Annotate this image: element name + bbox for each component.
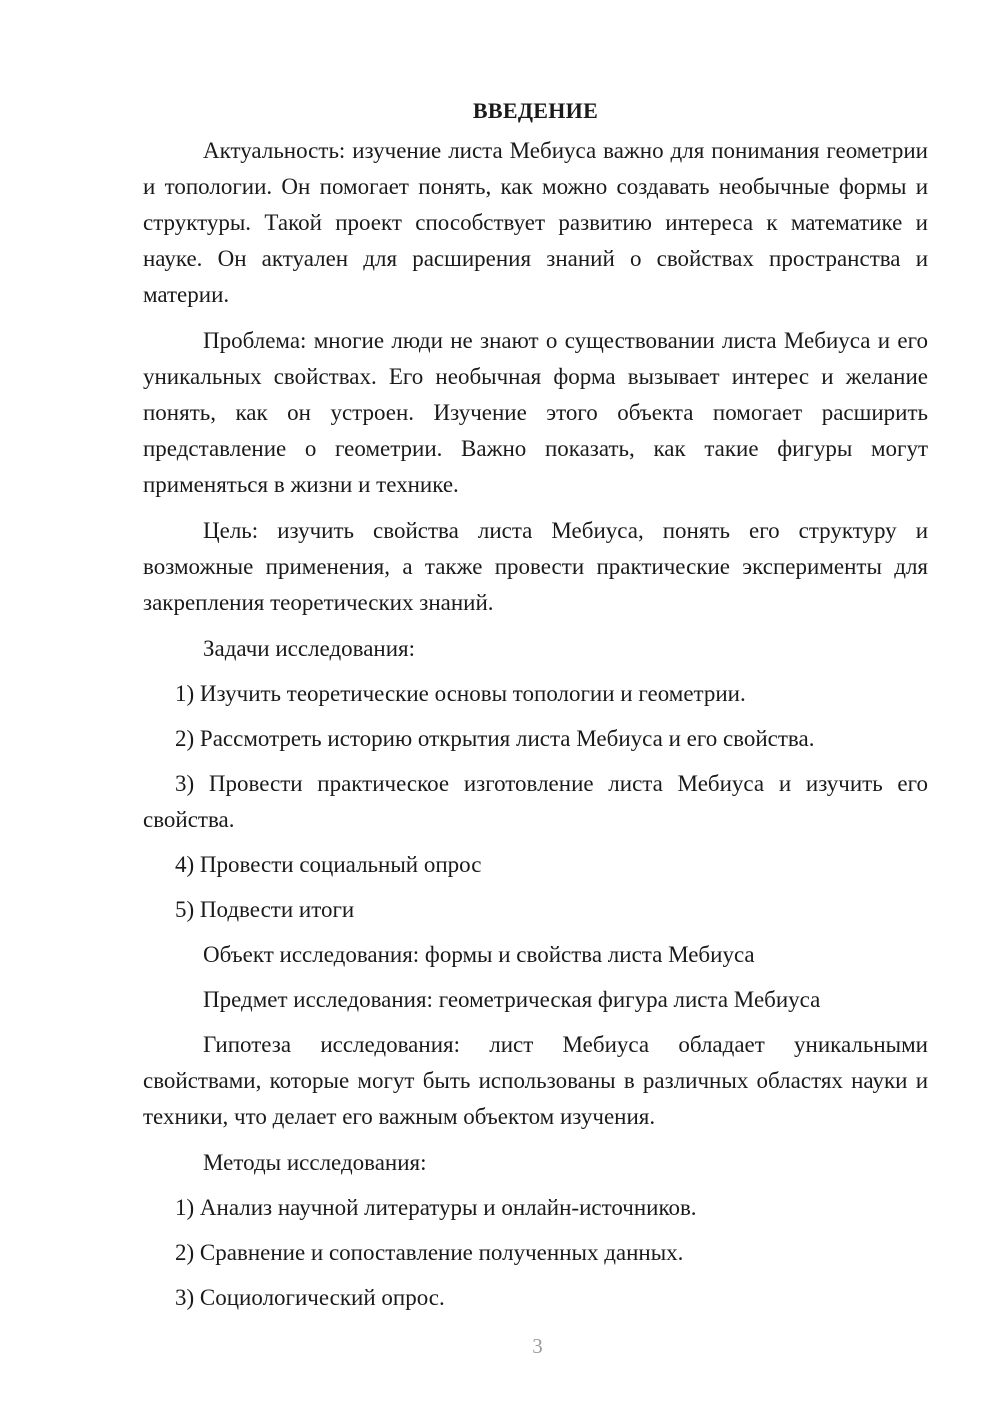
method-item: 1) Анализ научной литературы и онлайн-источников.	[175, 1195, 697, 1220]
subject-paragraph: Предмет исследования: геометрическая фигура листа Мебиуса	[203, 987, 821, 1012]
task-item: 3) Провести практическое изготовление листа Мебиуса и изучить его свойства.	[143, 771, 928, 832]
methods-heading: Методы исследования:	[203, 1150, 427, 1175]
document-page	[143, 95, 928, 1325]
method-item: 2) Сравнение и сопоставление полученных данных.	[175, 1240, 684, 1265]
goal-paragraph: Цель: изучить свойства листа Мебиуса, понять его структуру и возможные применения, а также провести практические эксперименты для закрепления теоретических знаний.	[143, 518, 928, 615]
task-item: 1) Изучить теоретические основы топологии и геометрии.	[175, 681, 746, 706]
problem-paragraph: Проблема: многие люди не знают о существовании листа Мебиуса и его уникальных свойствах. Его необычная форма вызывает интерес и желание понять, как он устроен. Изучение этого объекта помогает расширить представление о геометрии. Важно показать, как такие фигуры могут применяться в жизни и технике.	[143, 328, 928, 497]
method-item: 3) Социологический опрос.	[175, 1285, 445, 1310]
relevance-paragraph: Актуальность: изучение листа Мебиуса важно для понимания геометрии и топологии. Он помогает понять, как можно создавать необычные формы и структуры. Такой проект способствует развитию интереса к математике и науке. Он актуален для расширения знаний о свойствах пространства и материи.	[143, 138, 928, 307]
task-item: 5) Подвести итоги	[175, 897, 355, 922]
task-item: 4) Провести социальный опрос	[175, 852, 482, 877]
page-number: 3	[532, 1334, 543, 1358]
task-item: 2) Рассмотреть историю открытия листа Мебиуса и его свойства.	[175, 726, 815, 751]
object-paragraph: Объект исследования: формы и свойства листа Мебиуса	[203, 942, 755, 967]
page-title: ВВЕДЕНИЕ	[472, 98, 599, 123]
hypothesis-paragraph: Гипотеза исследования: лист Мебиуса обладает уникальными свойствами, которые могут быть использованы в различных областях науки и техники, что делает его важным объектом изучения.	[143, 1032, 928, 1129]
tasks-heading: Задачи исследования:	[203, 636, 416, 661]
